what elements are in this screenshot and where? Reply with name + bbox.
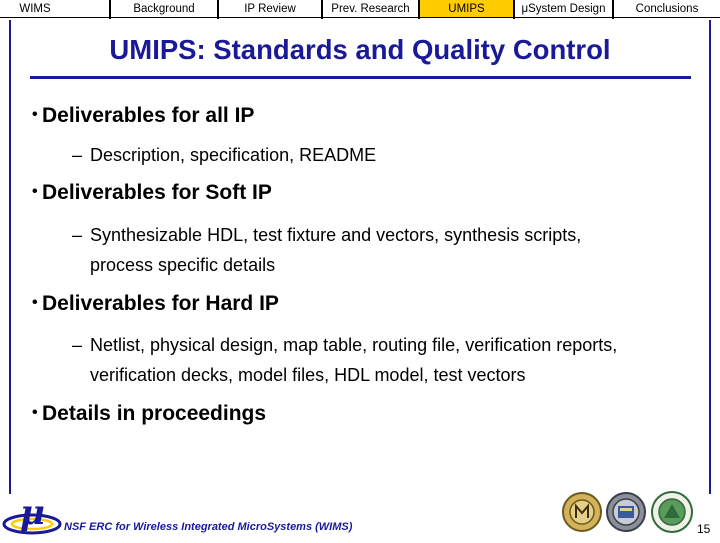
tab-prev-research[interactable]: Prev. Research [323,0,418,18]
dash-icon: – [72,335,83,355]
bullet-text: Deliverables for all IP [42,104,255,127]
seal-icon [607,493,645,531]
bullet-item [32,292,279,316]
slide-title: UMIPS: Standards and Quality Control [109,34,611,65]
frame-border-left [9,20,11,494]
sub-item [72,225,581,245]
bullet-text: Details in proceedings [42,402,267,425]
sub-text-continued: verification decks, model files, HDL model, test vectors [90,365,526,385]
bullet-icon: • [32,294,38,311]
sub-item [72,145,376,165]
bullet-icon: • [32,183,38,200]
sub-text: Synthesizable HDL, test fixture and vectors, synthesis scripts, [90,225,582,245]
sub-item [72,335,617,355]
page-number: 15 [697,522,711,536]
tab-microsystem-design[interactable]: μSystem Design [515,0,612,18]
sub-text: Description, specification, README [90,145,377,165]
bullet-item [32,181,272,205]
dash-icon: – [72,145,83,165]
seal-icon [563,493,601,531]
bullet-item [32,104,254,128]
tab-spacer [70,0,109,18]
tab-ip-review[interactable]: IP Review [219,0,321,18]
bullet-item [32,402,266,426]
sub-text-continued: process specific details [90,255,276,275]
seal-icon [652,492,692,532]
tab-background[interactable]: Background [111,0,217,18]
footer-text: NSF ERC for Wireless Integrated MicroSystems (WIMS) [64,521,353,533]
title-underline [30,76,691,79]
tab-conclusions[interactable]: Conclusions [614,0,720,18]
logo-letter: μ [20,493,45,533]
bullet-icon: • [32,404,38,421]
tab-umips[interactable]: UMIPS [420,0,513,18]
bullet-icon: • [32,106,38,123]
tab-wims[interactable]: WIMS [0,0,70,18]
frame-border-right [709,20,711,494]
bullet-text: Deliverables for Soft IP [42,181,272,204]
wims-logo-icon [2,490,64,543]
university-seals [560,488,696,541]
sub-text: Netlist, physical design, map table, routing file, verification reports, [90,335,618,355]
bullet-text: Deliverables for Hard IP [42,292,279,315]
dash-icon: – [72,225,83,245]
